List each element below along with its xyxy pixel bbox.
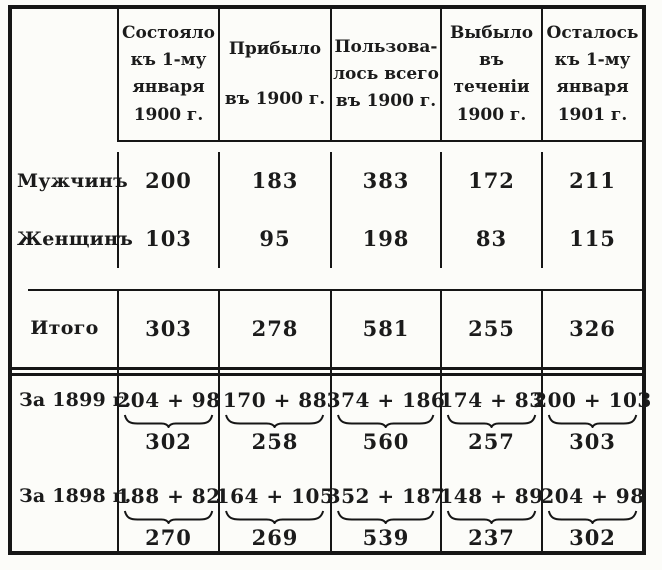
header-col-vybylo-1900 [440,9,541,142]
header-col-pribylo-1900 [218,9,330,142]
sum-cell-1898 [326,472,446,551]
double-rule-separator [12,367,642,376]
sum-total: 258 [251,429,299,455]
sum-expression: 188 + 82 [116,484,221,509]
sum-expression: 352 + 187 [326,484,446,509]
sum-cell-1898 [116,472,221,551]
header-line: къ 1-му [554,50,631,71]
sum-cell-1899 [116,376,221,472]
underbrace-icon [224,510,325,524]
sum-total: 269 [251,525,299,551]
men-value-cell: 183 [218,152,330,210]
underbrace-icon [336,414,435,428]
men-value-cell: 383 [330,152,440,210]
sum-cell-1898 [439,472,544,551]
men-value-cell: 200 [117,152,218,210]
total-row-section [12,289,642,367]
sum-cell-1899 [326,376,446,472]
row-label-1899: За 1899 г. [19,389,132,412]
row-label-total: Итого [30,317,99,340]
sum-cell-1898 [540,472,645,551]
sum-cell-1899 [218,376,330,472]
row-label-men: Мужчинъ [17,169,128,192]
header-line: Выбыло [449,22,534,43]
header-line: лось всего [333,63,439,84]
sum-cell-1898 [215,472,335,551]
header-line: въ 1900 г. [335,90,437,111]
women-value-cell: 198 [330,210,440,268]
header-line: Прибыло [228,39,322,60]
row-label-women: Женщинъ [17,227,134,250]
men-value-cell: 172 [440,152,541,210]
header-line: января [556,77,629,98]
sum-expression: 164 + 105 [215,484,335,509]
sum-total: 302 [145,429,192,455]
total-value-cell: 255 [440,289,541,367]
women-value-cell: 103 [117,210,218,268]
header-line: января [132,77,205,98]
header-row [12,9,642,142]
total-value-cell: 326 [541,289,642,367]
sum-total: 302 [569,525,616,551]
header-line: 1900 г. [456,104,527,125]
sum-expression: 170 + 88 [222,388,328,413]
header-col-sostoyalo-1900 [117,9,218,142]
women-value-cell: 115 [541,210,642,268]
header-col-polzovalos-1900 [330,9,440,142]
header-stub-cell [12,9,117,142]
sum-total: 539 [362,525,410,551]
header-line: 1900 г. [133,104,204,125]
sum-expression: 204 + 98 [540,484,645,509]
double-rule-segment [117,367,218,376]
total-value-cell: 303 [117,289,218,367]
women-value-cell: 95 [218,210,330,268]
total-value-cell: 278 [218,289,330,367]
sum-total: 237 [468,525,515,551]
header-line: Осталось [546,22,639,43]
underbrace-icon [446,510,537,524]
double-rule-segment [440,367,541,376]
gender-rows-section [12,142,642,290]
header-line: 1901 г. [557,104,628,125]
sum-expression: 200 + 103 [533,388,652,413]
header-col-ostalos-1901 [541,9,642,142]
underbrace-icon [547,510,638,524]
sum-total: 257 [468,429,515,455]
sum-total: 560 [362,429,410,455]
underbrace-icon [224,414,325,428]
underbrace-icon [547,414,638,428]
sum-cell-1899 [533,376,652,472]
sum-cell-1899 [439,376,544,472]
sum-expression: 204 + 98 [116,388,221,413]
total-value-cell: 581 [330,289,440,367]
double-rule-segment [12,367,117,376]
header-line: Состояло [122,22,215,43]
history-row-1898 [12,472,645,551]
header-line: Пользова- [334,36,438,57]
underbrace-icon [123,414,214,428]
sum-expression: 174 + 83 [439,388,544,413]
double-rule-segment [541,367,642,376]
double-rule-segment [218,367,330,376]
women-value-cell: 83 [440,210,541,268]
header-line: теченіи [453,77,530,98]
sum-total: 270 [145,525,192,551]
sum-total: 303 [569,429,616,455]
header-line: въ [479,50,504,71]
underbrace-icon [336,510,435,524]
statistics-table [8,5,652,555]
underbrace-icon [446,414,537,428]
header-line: въ 1900 г. [224,89,326,110]
history-row-1899 [12,376,652,472]
total-separator-line [28,289,642,291]
men-value-cell: 211 [541,152,642,210]
underbrace-icon [123,510,214,524]
sum-expression: 148 + 89 [439,484,544,509]
row-label-1898: За 1898 г. [19,485,132,508]
sum-expression: 374 + 186 [326,388,446,413]
header-line: къ 1-му [130,50,207,71]
double-rule-segment [330,367,440,376]
